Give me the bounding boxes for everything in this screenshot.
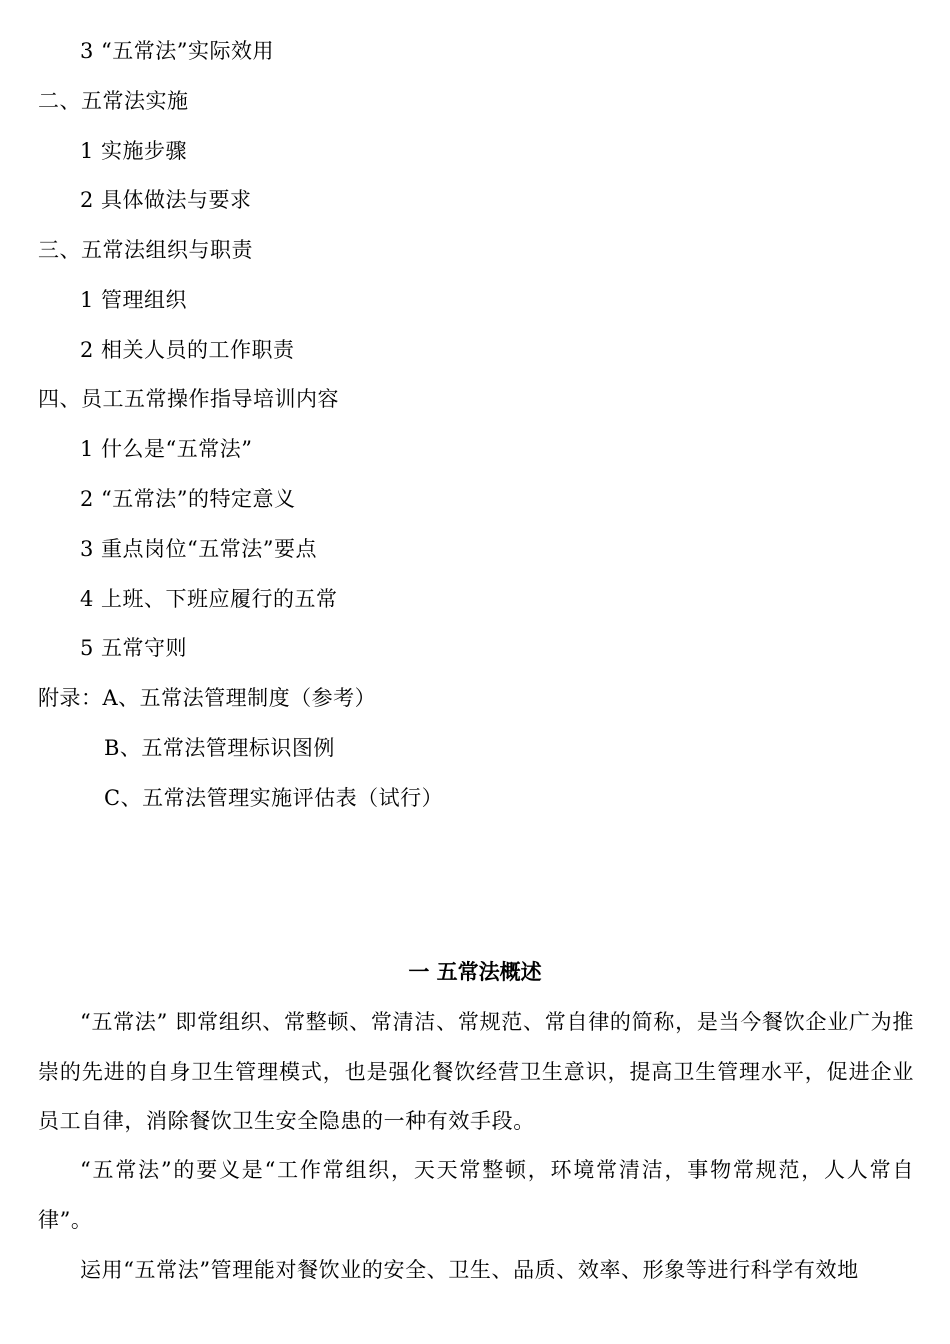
body-paragraph: “五常法”的要义是“工作常组织，天天常整顿，环境常清洁，事物常规范，人人常自律”。 xyxy=(38,1158,914,1232)
toc-appendix-item: B、五常法管理标识图例 xyxy=(104,736,335,760)
toc-item: 2 相关人员的工作职责 xyxy=(80,338,295,362)
toc-appendix: 附录：A、五常法管理制度（参考） xyxy=(38,686,377,710)
body-paragraph: 运用“五常法”管理能对餐饮业的安全、卫生、品质、效率、形象等进行科学有效地 xyxy=(80,1258,859,1282)
toc-item: 2 具体做法与要求 xyxy=(80,188,252,212)
body-paragraph: “五常法” 即常组织、常整顿、常清洁、常规范、常自律的简称，是当今餐饮企业广为推崇的先进的自身卫生管理模式，也是强化餐饮经营卫生意识，提高卫生管理水平，促进企业员工自律，消除餐饮卫生安全隐患的一种有效手段。 xyxy=(38,1010,914,1133)
toc-appendix-item: C、五常法管理实施评估表（试行） xyxy=(104,786,444,810)
toc-chapter: 四、员工五常操作指导培训内容 xyxy=(38,387,339,411)
toc-item: 1 管理组织 xyxy=(80,288,188,312)
toc-item: 3 重点岗位“五常法”要点 xyxy=(80,537,318,561)
toc-item: 1 实施步骤 xyxy=(80,139,188,163)
toc-item: 5 五常守则 xyxy=(80,636,188,660)
toc-item: 4 上班、下班应履行的五常 xyxy=(80,587,338,611)
toc-item: 2 “五常法”的特定意义 xyxy=(80,487,296,511)
toc-item: 1 什么是“五常法” xyxy=(80,437,253,461)
toc-chapter: 二、五常法实施 xyxy=(38,89,189,113)
toc-chapter: 三、五常法组织与职责 xyxy=(38,238,253,262)
toc-item: 3 “五常法”实际效用 xyxy=(80,39,275,63)
section-heading: 一 五常法概述 xyxy=(408,960,542,984)
